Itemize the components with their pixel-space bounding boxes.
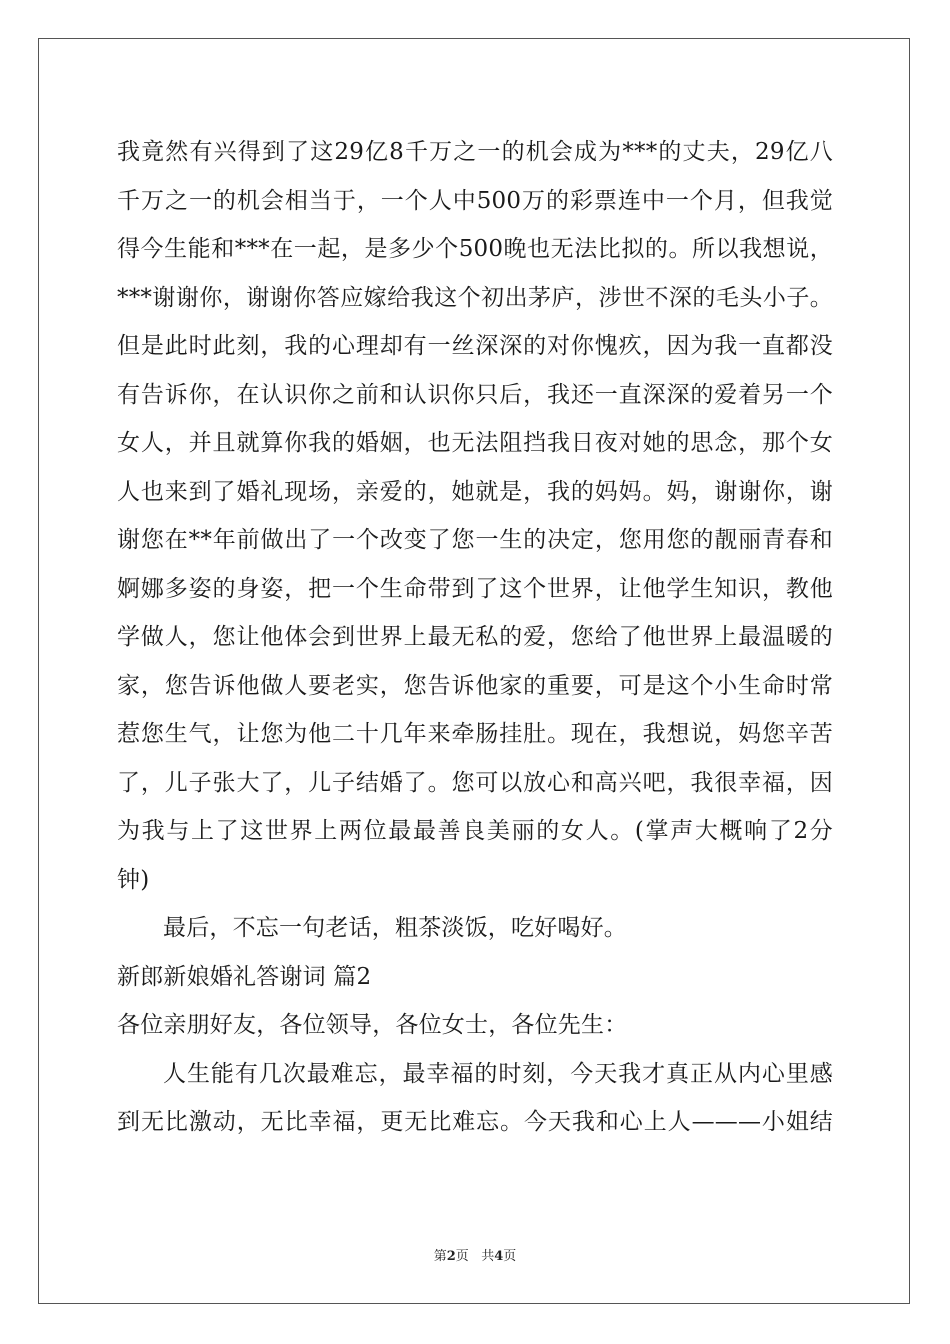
page-number: 2 bbox=[446, 1249, 456, 1264]
text-line: 谢您在**年前做出了一个改变了您一生的决定，您用您的靓丽青春和 bbox=[117, 527, 833, 553]
text-line: 千万之一的机会相当于，一个人中500万的彩票连中一个月，但我觉 bbox=[117, 187, 833, 214]
paragraph-1 bbox=[117, 128, 833, 904]
text-line: 钟) bbox=[117, 866, 150, 893]
page-footer bbox=[0, 1245, 950, 1264]
total-label-prefix: 共 bbox=[481, 1249, 495, 1264]
text-line: 到无比激动，无比幸福，更无比难忘。今天我和心上人———小姐结 bbox=[117, 1109, 833, 1135]
page-label-prefix: 第 bbox=[433, 1249, 447, 1264]
paragraph-2: 最后，不忘一句老话，粗茶淡饭，吃好喝好。 bbox=[163, 915, 627, 941]
text-line: 人也来到了婚礼现场，亲爱的，她就是，我的妈妈。妈，谢谢你，谢 bbox=[117, 478, 833, 505]
text-line: 女人，并且就算你我的婚姻，也无法阻挡我日夜对她的思念，那个女 bbox=[117, 430, 833, 456]
text-line: 有告诉你，在认识你之前和认识你只后，我还一直深深的爱着另一个 bbox=[117, 381, 833, 408]
total-pages: 4 bbox=[494, 1249, 504, 1264]
section-heading: 新郎新娘婚礼答谢词 篇2 bbox=[117, 963, 372, 990]
paragraph-3 bbox=[117, 1050, 833, 1147]
text-line: 为我与上了这世界上两位最最善良美丽的女人。(掌声大概响了2分 bbox=[117, 818, 833, 844]
text-line: 惹您生气，让您为他二十几年来牵肠挂肚。现在，我想说，妈您辛苦 bbox=[117, 721, 833, 747]
text-line: 学做人，您让他体会到世界上最无私的爱，您给了他世界上最温暖的 bbox=[117, 624, 833, 650]
text-line: 家，您告诉他做人要老实，您告诉他家的重要，可是这个小生命时常 bbox=[117, 672, 833, 699]
salutation: 各位亲朋好友，各位领导，各位女士，各位先生： bbox=[117, 1012, 628, 1038]
text-line: 我竟然有兴得到了这29亿8千万之一的机会成为***的丈夫，29亿八 bbox=[117, 139, 833, 165]
document-body bbox=[117, 128, 833, 1147]
text-line: ***谢谢你，谢谢你答应嫁给我这个初出茅庐，涉世不深的毛头小子。 bbox=[117, 284, 833, 311]
page-label-suffix: 页 bbox=[455, 1249, 469, 1264]
text-line: 了，儿子张大了，儿子结婚了。您可以放心和高兴吧，我很幸福，因 bbox=[117, 769, 833, 796]
total-label-suffix: 页 bbox=[503, 1249, 517, 1264]
text-line: 婀娜多姿的身姿，把一个生命带到了这个世界，让他学生知识，教他 bbox=[117, 575, 833, 602]
text-line: 但是此时此刻，我的心理却有一丝深深的对你愧疚，因为我一直都没 bbox=[117, 333, 833, 359]
text-line: 得今生能和***在一起，是多少个500晚也无法比拟的。所以我想说， bbox=[117, 236, 833, 262]
text-line: 人生能有几次最难忘，最幸福的时刻，今天我才真正从内心里感 bbox=[163, 1060, 833, 1087]
